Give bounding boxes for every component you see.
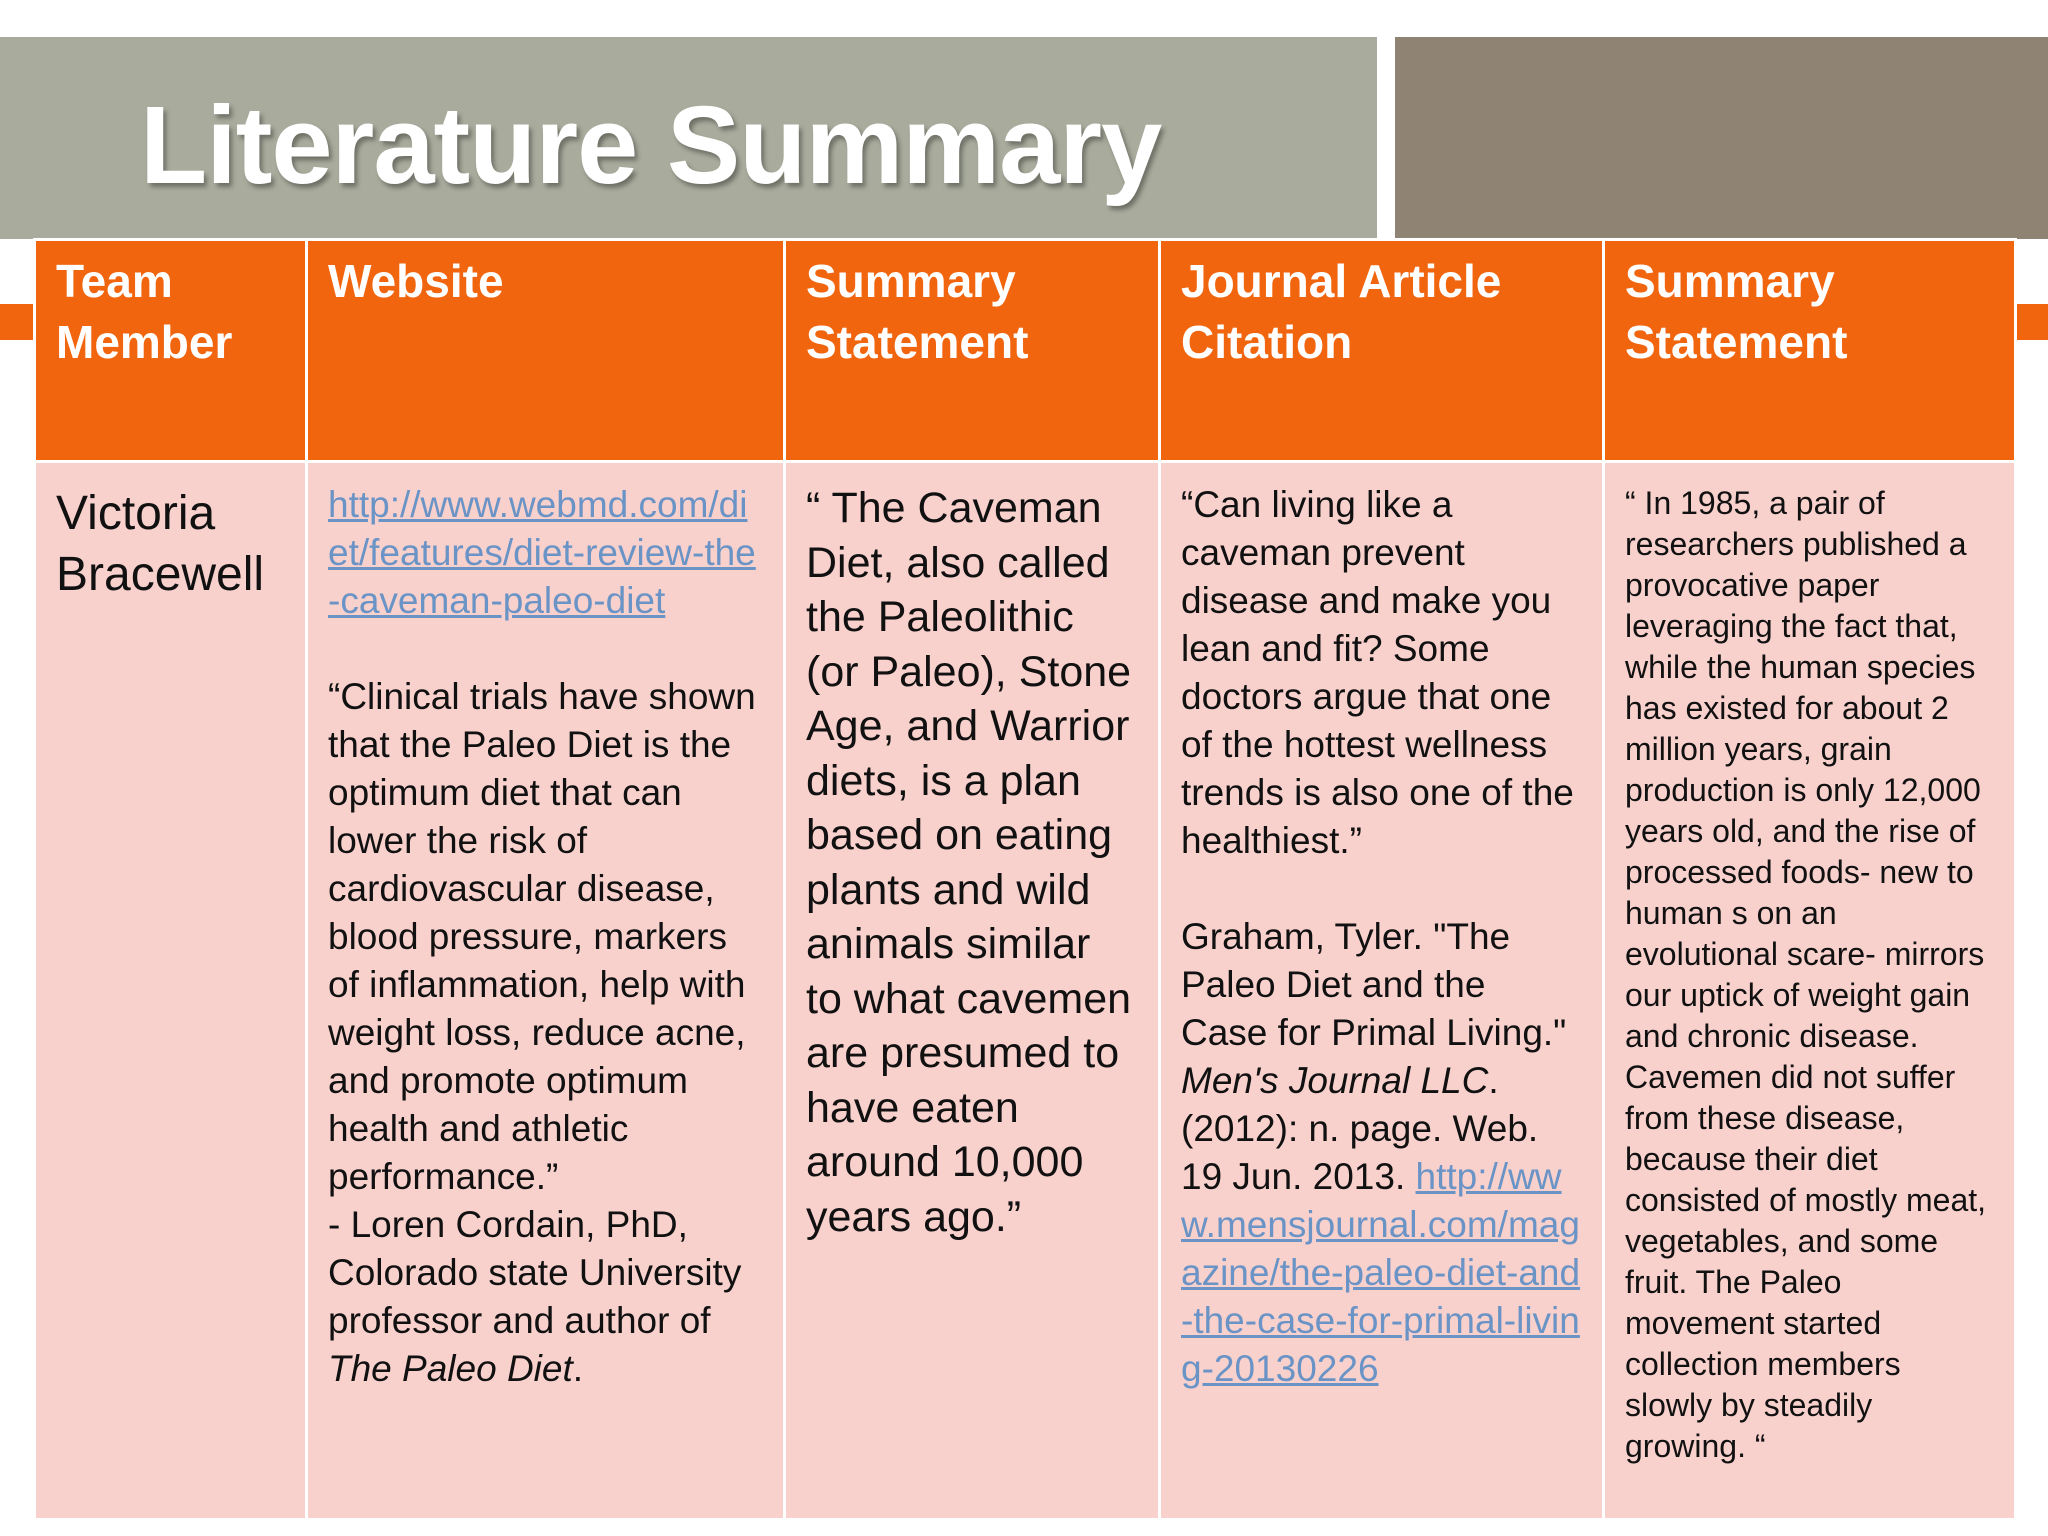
summary-statement-1-cell bbox=[785, 462, 1160, 1520]
summary-statement-2-cell bbox=[1604, 462, 2016, 1520]
website-quote bbox=[328, 673, 763, 1393]
orange-accent-left bbox=[0, 304, 34, 340]
spacer bbox=[328, 625, 763, 673]
literature-table bbox=[33, 238, 2017, 1521]
header-summary-statement-1: Summary Statement bbox=[785, 240, 1160, 462]
website-book-title: The Paleo Diet bbox=[328, 1348, 573, 1389]
journal-citation-cell bbox=[1160, 462, 1604, 1520]
citation-link[interactable]: http://www.mensjournal.com/magazine/the-paleo-diet-and-the-case-for-primal-living-20130226 bbox=[1181, 1156, 1581, 1389]
citation-publisher: Men's Journal LLC bbox=[1181, 1060, 1489, 1101]
header-summary-statement-2: Summary Statement bbox=[1604, 240, 2016, 462]
spacer bbox=[1181, 865, 1582, 913]
team-member-name: Victoria Bracewell bbox=[56, 487, 265, 601]
summary-statement-2-text: “ In 1985, a pair of researchers published a provocative paper leveraging the fact that, while the human species has existed for about 2 million years, grain production is only 12,000 years old, and the rise of processed foods- new to human s on an evolutional scare- mirrors our uptick of weight gain and chronic disease. Cavemen did not suffer from these disease, because their diet consisted of mostly meat, vegetables, and some fruit. The Paleo movement started collection members slowly by steadily growing. “ bbox=[1625, 485, 1987, 1464]
website-quote-text: “Clinical trials have shown that the Paleo Diet is the optimum diet that can lower the risk of cardiovascular disease, blood pressure, markers of inflammation, help with weight loss, reduce acne, and promote optimum health and athletic performance.” bbox=[328, 676, 756, 1197]
header-row bbox=[35, 240, 2016, 462]
website-attribution-end: . bbox=[572, 1348, 584, 1389]
summary-statement-1-text: “ The Caveman Diet, also called the Paleolithic (or Paleo), Stone Age, and Warrior diets, is a plan based on eating plants and wild animals similar to what cavemen are presumed to have eaten around 10,000 years ago.” bbox=[806, 484, 1132, 1241]
website-attribution: - Loren Cordain, PhD, Colorado state University professor and author of bbox=[328, 1204, 742, 1341]
accent-band bbox=[1395, 37, 2048, 239]
citation-details: . (2012): n. page. Web. 19 Jun. 2013. bbox=[1181, 1060, 1539, 1197]
team-member-cell bbox=[35, 462, 307, 1520]
website-link[interactable]: http://www.webmd.com/diet/features/diet-review-the-caveman-paleo-diet bbox=[328, 484, 756, 621]
table-row bbox=[35, 462, 2016, 1520]
header-team-member: Team Member bbox=[35, 240, 307, 462]
slide-title: Literature Summary bbox=[140, 84, 1162, 207]
header-website: Website bbox=[307, 240, 785, 462]
header-journal-citation: Journal Article Citation bbox=[1160, 240, 1604, 462]
journal-quote: “Can living like a caveman prevent disease and make you lean and fit? Some doctors argue that one of the hottest wellness trends is also one of the healthiest.” bbox=[1181, 484, 1574, 861]
website-cell bbox=[307, 462, 785, 1520]
citation-author-title: Graham, Tyler. "The Paleo Diet and the Case for Primal Living." bbox=[1181, 916, 1567, 1053]
orange-accent-right bbox=[2014, 304, 2048, 340]
